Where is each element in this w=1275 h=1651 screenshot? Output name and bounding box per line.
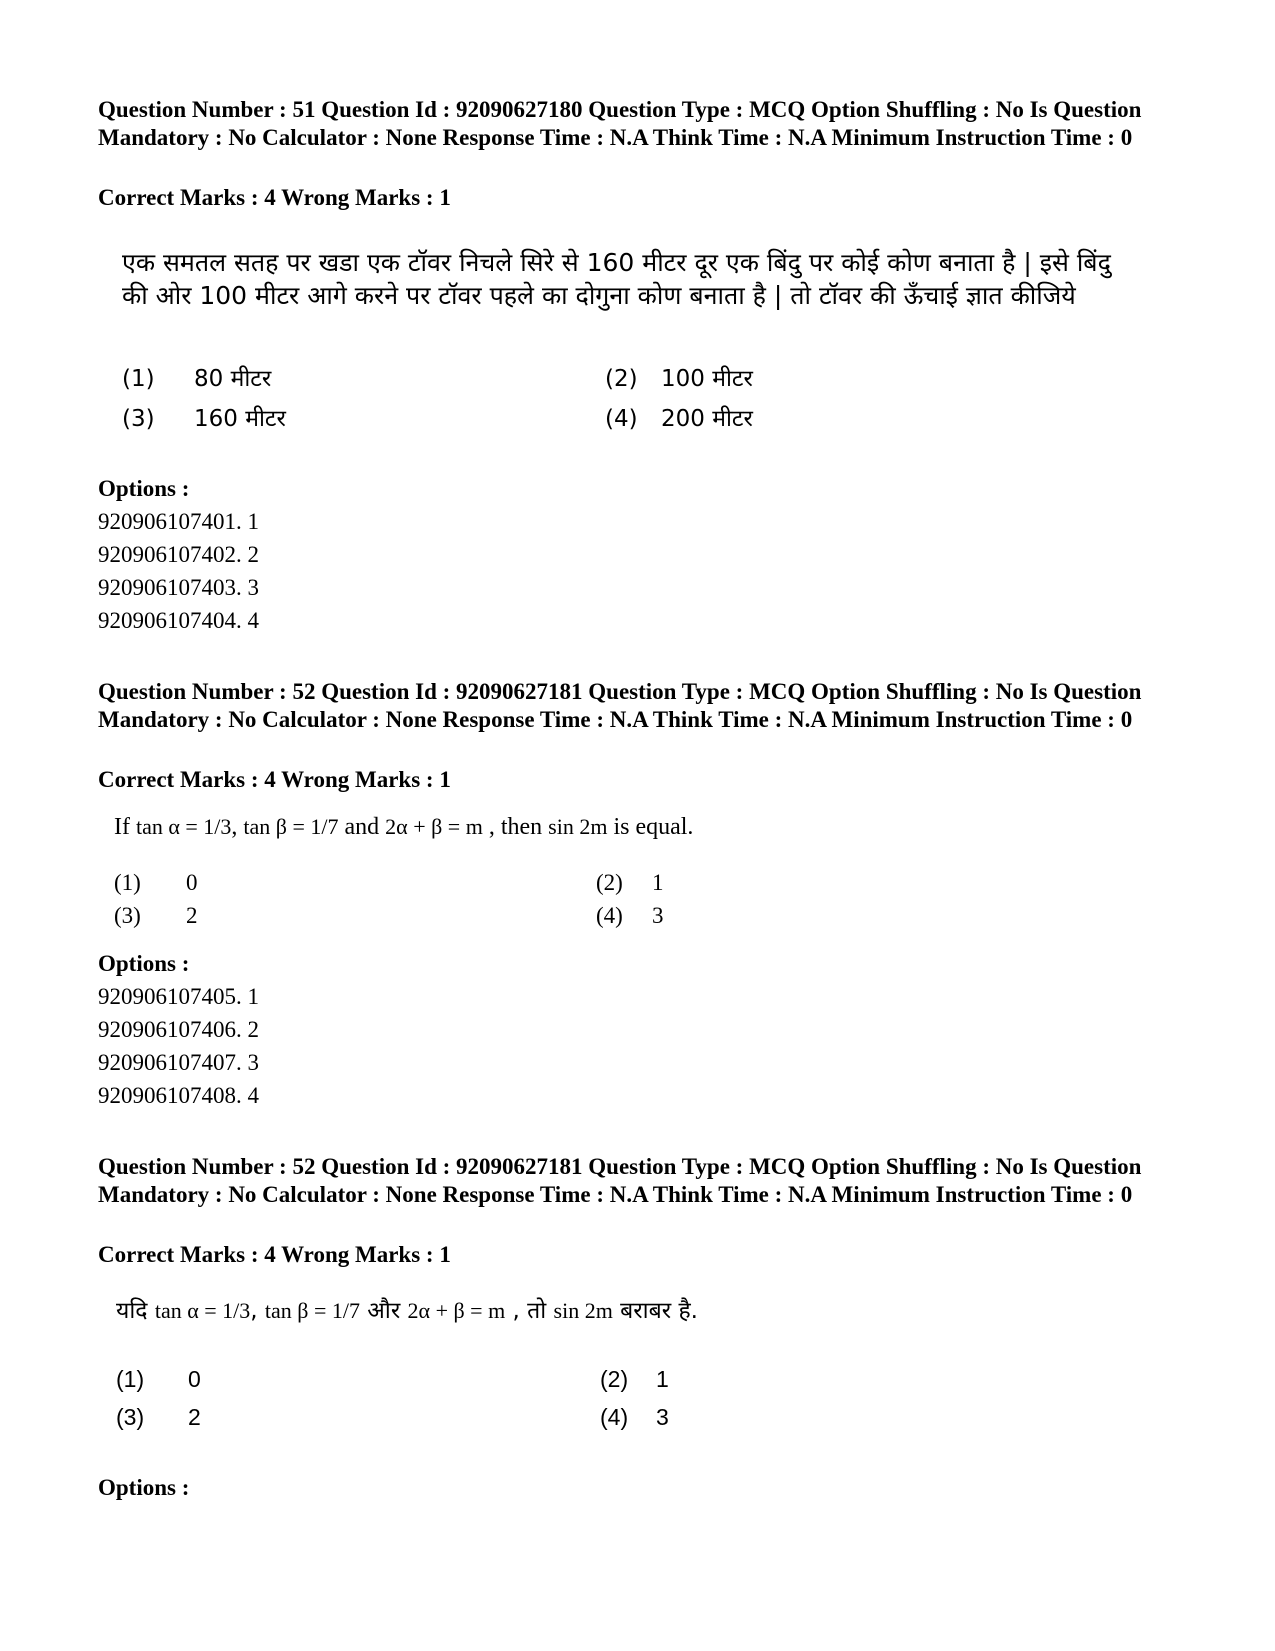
question-text: एक समतल सतह पर खडा एक टॉवर निचले सिरे से 160 मीटर दूर एक बिंदु पर कोई कोण बनाता है | इसे बिंदु की ओर 100 मीटर आगे करने पर टॉवर पहले का दोगुना कोण बनाता है | तो टॉवर की ऊँचाई ज्ञात कीजिये (122, 248, 1111, 310)
choice-number: (2) (596, 870, 623, 895)
choice-text: 3 (652, 903, 664, 928)
math-expression: 2α + β = m (407, 1298, 506, 1323)
choice-1 (114, 868, 198, 898)
question-marks: Correct Marks : 4 Wrong Marks : 1 (98, 767, 451, 792)
option-item: 920906107403. 3 (98, 575, 259, 600)
choice-4 (605, 404, 753, 434)
choice-text: 0 (188, 1366, 201, 1392)
options-heading: Options : (98, 951, 190, 976)
math-expression: 2α + β = m (385, 814, 483, 839)
question-header: Question Number : 51 Question Id : 92090627180 Question Type : MCQ Option Shuffling : No Is Question Mandatory : No Calculator : None Response Time : N.A Think Time : N.A Minimum Instruction Time : 0 (98, 97, 1142, 150)
option-item: 920906107404. 4 (98, 608, 259, 633)
option-item: 920906107407. 3 (98, 1050, 259, 1075)
choice-2 (605, 364, 753, 394)
text-fragment: , (231, 814, 244, 840)
question-marks: Correct Marks : 4 Wrong Marks : 1 (98, 185, 451, 210)
text-fragment: , then (482, 814, 549, 840)
choice-text: 160 मीटर (194, 406, 286, 432)
choice-number: (4) (596, 903, 623, 928)
text-fragment: यदि (116, 1298, 155, 1324)
question-text (114, 812, 1014, 842)
question-header: Question Number : 52 Question Id : 92090627181 Question Type : MCQ Option Shuffling : No Is Question Mandatory : No Calculator : None Response Time : N.A Think Time : N.A Minimum Instruction Time : 0 (98, 679, 1142, 732)
text-fragment: और (359, 1298, 408, 1324)
choice-number: (1) (114, 870, 141, 895)
text-fragment: , तो (505, 1298, 554, 1324)
question-text (116, 1296, 1016, 1326)
choice-text: 1 (652, 870, 664, 895)
text-fragment: बराबर है. (612, 1298, 698, 1324)
choice-2 (596, 868, 664, 898)
question-header: Question Number : 52 Question Id : 92090627181 Question Type : MCQ Option Shuffling : No Is Question Mandatory : No Calculator : None Response Time : N.A Think Time : N.A Minimum Instruction Time : 0 (98, 1154, 1142, 1207)
option-item: 920906107408. 4 (98, 1083, 259, 1108)
choice-text: 2 (186, 903, 198, 928)
choice-number: (1) (116, 1366, 145, 1392)
choice-number: (3) (114, 903, 141, 928)
option-item: 920906107401. 1 (98, 509, 259, 534)
math-expression: tan β = 1/7 (243, 814, 339, 839)
choice-4 (596, 901, 664, 931)
choice-3 (122, 404, 286, 434)
text-fragment: and (338, 814, 386, 840)
choice-number: (4) (600, 1404, 629, 1430)
choice-number: (3) (122, 406, 155, 432)
math-expression: tan α = 1/3 (135, 814, 232, 839)
choice-2 (600, 1364, 669, 1394)
options-heading: Options : (98, 1475, 190, 1500)
choice-3 (114, 901, 198, 931)
choice-3 (116, 1402, 201, 1432)
math-expression: sin 2m (548, 814, 608, 839)
choice-1 (116, 1364, 201, 1394)
choice-number: (2) (600, 1366, 629, 1392)
question-marks: Correct Marks : 4 Wrong Marks : 1 (98, 1242, 451, 1267)
choice-number: (1) (122, 366, 155, 392)
choice-text: 0 (186, 870, 198, 895)
choice-number: (4) (605, 406, 638, 432)
math-expression: tan β = 1/7 (264, 1298, 360, 1323)
text-fragment: If (114, 814, 136, 840)
text-fragment: is equal. (607, 814, 694, 840)
text-fragment: , (250, 1298, 265, 1324)
choice-1 (122, 364, 271, 394)
choice-text: 2 (188, 1404, 201, 1430)
option-item: 920906107405. 1 (98, 984, 259, 1009)
options-heading: Options : (98, 476, 190, 501)
choice-text: 3 (656, 1404, 669, 1430)
choice-number: (3) (116, 1404, 145, 1430)
choice-text: 100 मीटर (661, 366, 753, 392)
math-expression: tan α = 1/3 (154, 1298, 251, 1323)
math-expression: sin 2m (553, 1298, 613, 1323)
choice-number: (2) (605, 366, 638, 392)
option-item: 920906107402. 2 (98, 542, 259, 567)
option-item: 920906107406. 2 (98, 1017, 259, 1042)
choice-4 (600, 1402, 669, 1432)
choice-text: 1 (656, 1366, 669, 1392)
choice-text: 200 मीटर (661, 406, 753, 432)
choice-text: 80 मीटर (194, 366, 272, 392)
